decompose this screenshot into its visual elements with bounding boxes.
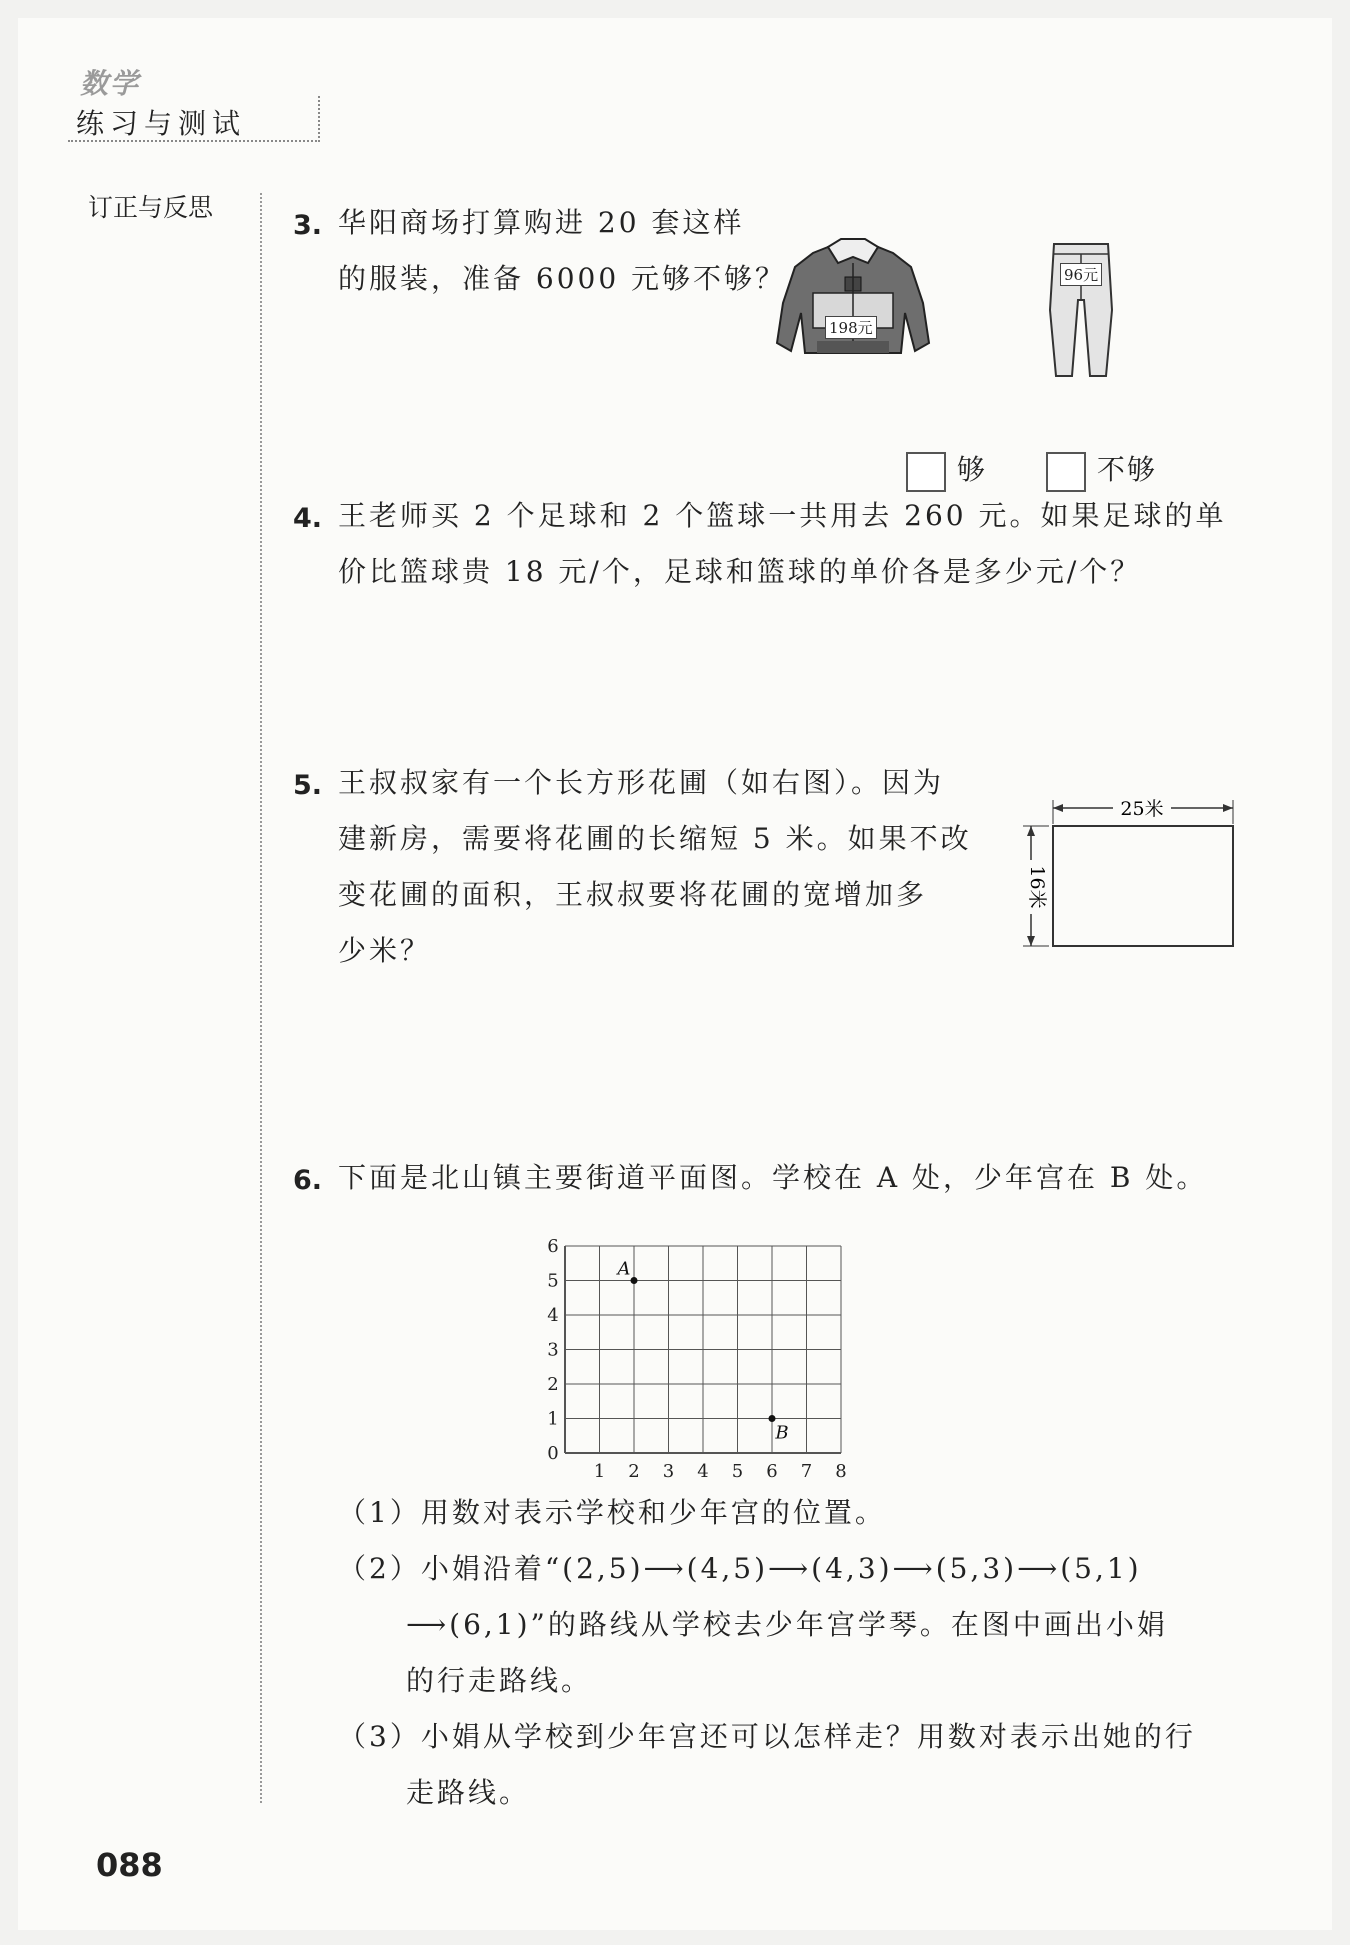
q3-line-1: 华阳商场打算购进 20 套这样 — [338, 206, 745, 239]
q5-line-1: 王叔叔家有一个长方形花圃（如右图）。因为 — [338, 766, 945, 799]
point-b — [769, 1415, 776, 1422]
q6-sub-3-line-2: 走路线。 — [406, 1776, 531, 1809]
q6-number: 6. — [293, 1165, 323, 1196]
x-tick-label: 4 — [697, 1461, 709, 1482]
x-tick-label: 1 — [593, 1461, 606, 1482]
q6-sub-3 — [338, 1709, 1268, 1821]
y-tick-label: 2 — [547, 1374, 559, 1395]
header-subject: 数学 — [80, 67, 141, 100]
jacket-price-tag: 198元 — [825, 316, 877, 339]
q6-sub-2-line-2: ⟶(6,1)”的路线从学校去少年宫学琴。在图中画出小娟 — [406, 1608, 1168, 1641]
q3-option-enough-label: 够 — [956, 453, 987, 486]
header-title: 练习与测试 — [76, 107, 247, 140]
x-tick-label: 2 — [628, 1461, 640, 1482]
q6-sub-2-line-3: 的行走路线。 — [406, 1664, 593, 1697]
y-tick-label: 6 — [547, 1236, 559, 1257]
q3-option-not-enough[interactable] — [1046, 448, 1157, 492]
q6-intro: 下面是北山镇主要街道平面图。学校在 A 处，少年宫在 B 处。 — [338, 1161, 1208, 1194]
garden-width-label: 16米 — [1026, 865, 1048, 909]
q6-sub-2-label: （2） — [338, 1552, 421, 1585]
x-tick-label: 3 — [662, 1461, 675, 1482]
y-tick-label: 0 — [547, 1443, 559, 1464]
q3-option-enough[interactable] — [906, 448, 987, 492]
page-number: 088 — [96, 1846, 163, 1884]
x-tick-label: 7 — [800, 1461, 813, 1482]
garden-diagram — [1013, 788, 1253, 958]
point-label-b: B — [775, 1422, 789, 1444]
q3-number: 3. — [293, 210, 323, 241]
y-tick-label: 5 — [547, 1270, 559, 1292]
q6-sub-1 — [338, 1485, 886, 1541]
q5-line-3: 变花圃的面积，王叔叔要将花圃的宽增加多 — [338, 878, 928, 911]
x-tick-label: 6 — [766, 1461, 778, 1482]
q3-line-2: 的服装，准备 6000 元够不够？ — [338, 262, 787, 295]
sidebar-divider — [260, 193, 262, 1803]
y-tick-label: 3 — [547, 1339, 559, 1361]
q3-checkbox-not-enough[interactable] — [1046, 452, 1086, 492]
point-a — [631, 1277, 638, 1284]
q6-sub-1-line-1: 用数对表示学校和少年宫的位置。 — [420, 1496, 886, 1529]
q4-line-2: 价比篮球贵 18 元/个，足球和篮球的单价各是多少元/个？ — [338, 555, 1142, 588]
sidebar-label: 订正与反思 — [88, 193, 214, 222]
q6-sub-3-label: （3） — [338, 1720, 421, 1753]
jacket-icon — [773, 233, 933, 373]
q5-number: 5. — [293, 770, 323, 801]
point-label-a: A — [617, 1258, 631, 1280]
pants-icon — [1046, 240, 1116, 380]
pants-price-tag: 96元 — [1060, 263, 1102, 286]
q5-text — [338, 755, 972, 979]
q6-sub-3-line-1: 小娟从学校到少年宫还可以怎样走？用数对表示出她的行 — [420, 1720, 1196, 1753]
q4-number: 4. — [293, 503, 323, 534]
q5-line-4: 少米？ — [338, 934, 432, 967]
worksheet-page — [18, 18, 1332, 1930]
q3-checkbox-enough[interactable] — [906, 452, 946, 492]
q6-sub-2 — [338, 1541, 1268, 1709]
q6-sub-1-label: （1） — [338, 1496, 421, 1529]
q4-line-1: 王老师买 2 个足球和 2 个篮球一共用去 260 元。如果足球的单 — [338, 499, 1227, 532]
x-tick-label: 8 — [835, 1461, 847, 1482]
garden-length-label: 25米 — [1120, 798, 1164, 820]
q5-line-2: 建新房，需要将花圃的长缩短 5 米。如果不改 — [338, 822, 972, 855]
garden-rectangle — [1053, 826, 1233, 946]
x-tick-label: 5 — [731, 1461, 744, 1482]
y-tick-label: 4 — [547, 1305, 559, 1326]
street-map-grid — [523, 1218, 863, 1488]
q3-text — [338, 195, 786, 307]
q4-text — [338, 488, 1226, 600]
q3-option-not-enough-label: 不够 — [1096, 453, 1157, 486]
q6-sub-2-line-1: 小娟沿着“(2,5)⟶(4,5)⟶(4,3)⟶(5,3)⟶(5,1) — [420, 1552, 1142, 1585]
y-tick-label: 1 — [547, 1408, 559, 1430]
